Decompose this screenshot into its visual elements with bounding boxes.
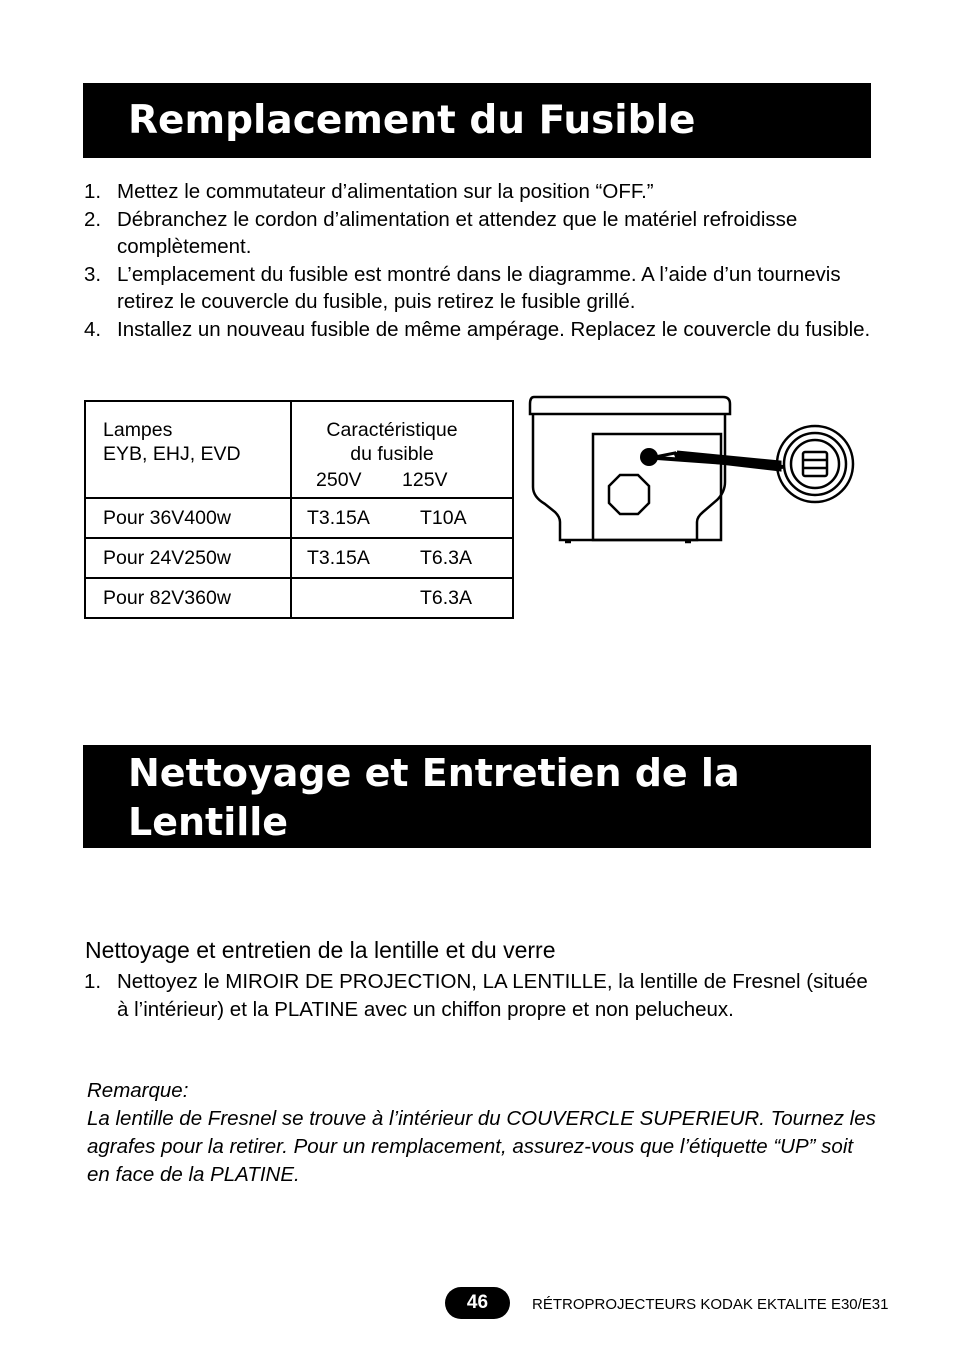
subheading-lens-cleaning: Nettoyage et entretien de la lentille et du verre [85, 937, 556, 963]
table-row: Pour 36V400w T3.15A T10A [85, 498, 513, 538]
lamp-cell: Pour 24V250w [85, 538, 291, 578]
footer-product-name: RÉTROPROJECTEURS KODAK EKTALITE E30/E31 [532, 1296, 889, 1313]
lens-steps-list [84, 968, 874, 1023]
fuse-steps-list [84, 178, 874, 343]
list-item: 1. Nettoyez le MIROIR DE PROJECTION, LA LENTILLE, la lentille de Fresnel (située à l’intérieur) et la PLATINE avec un chiffon propre et non pelucheux. [84, 970, 868, 1021]
fuse-slot-icon [803, 452, 827, 476]
note-label: Remarque: [87, 1079, 189, 1102]
header-lamps: Lampes EYB, EHJ, EVD [85, 401, 291, 498]
fuse-cap-outer [777, 426, 853, 502]
table-header-row [85, 401, 513, 498]
table-row: Pour 82V360w T6.3A [85, 578, 513, 618]
page-number-badge: 46 [445, 1287, 510, 1319]
fuse-location-diagram [525, 392, 865, 552]
list-item: 3. L’emplacement du fusible est montré dans le diagramme. A l’aide d’un tournevis retirez le couvercle du fusible, puis retirez le fusible grillé. [84, 262, 841, 313]
fuse-panel [593, 434, 721, 540]
section-title-lens-care: Nettoyage et Entretien de la Lentille [83, 745, 871, 848]
fuse-rating-table [84, 400, 514, 619]
list-item: 1. Mettez le commutateur d’alimentation sur la position “OFF.” [84, 180, 654, 203]
power-socket-icon [609, 475, 649, 514]
header-250v: 250V [316, 469, 362, 491]
table-row: Pour 24V250w T3.15A T6.3A [85, 538, 513, 578]
fuse-cap-core [791, 440, 839, 488]
header-125v: 125V [402, 469, 448, 491]
header-fuse-rating: Caractéristique du fusible 250V 125V [291, 401, 513, 498]
note-text: La lentille de Fresnel se trouve à l’intérieur du COUVERCLE SUPERIEUR. Tournez les agrafes pour la retirer. Pour un remplacement, assurez-vous que l’étiquette “UP” soit en face de la PLATINE. [87, 1107, 876, 1186]
fuse-cap-inner [784, 433, 846, 495]
projector-lid [530, 397, 730, 414]
lamp-cell: Pour 82V360w [85, 578, 291, 618]
list-item: 4. Installez un nouveau fusible de même ampérage. Replacez le couvercle du fusible. [84, 317, 871, 341]
section-title-fuse: Remplacement du Fusible [83, 83, 871, 158]
list-item: 2. Débranchez le cordon d’alimentation et attendez que le matériel refroidisse complètement. [84, 207, 798, 258]
lamp-cell: Pour 36V400w [85, 498, 291, 538]
